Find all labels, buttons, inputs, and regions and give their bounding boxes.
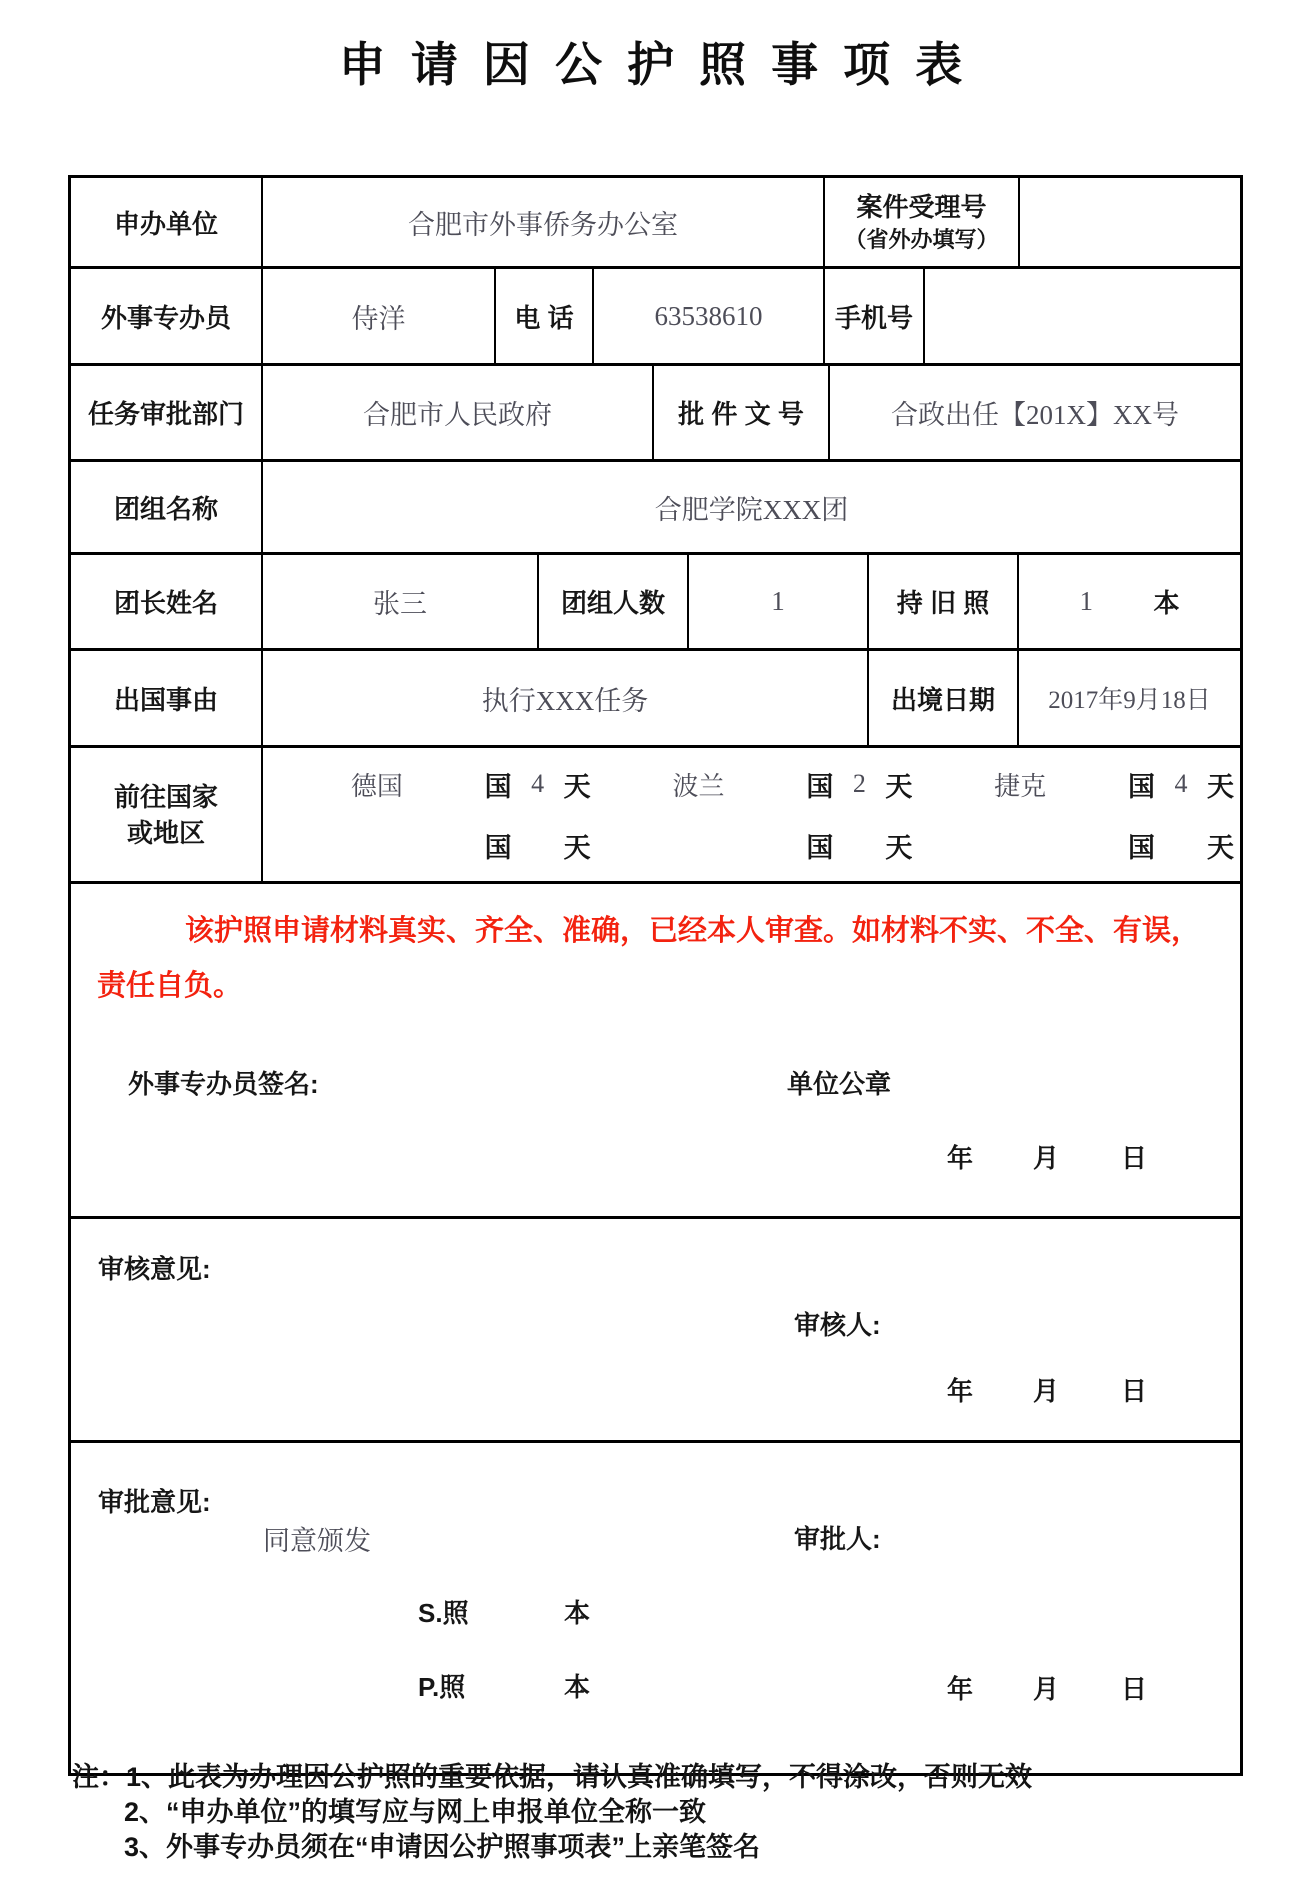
row-foreign-affairs-officer (71, 266, 1240, 363)
approver-label: 审批人: (794, 1524, 881, 1554)
row-approval-opinion (71, 1440, 1240, 1773)
date-month-placeholder: 月 (1033, 1376, 1060, 1406)
days-value: 4 (531, 769, 545, 798)
destination-entries (261, 748, 1240, 881)
case-number-label (823, 178, 1018, 266)
old-passport-label: 持 旧 照 (867, 555, 1017, 648)
approval-department-value: 合肥市人民政府 (261, 366, 652, 459)
case-number-label-line1: 案件受理号 (856, 192, 987, 222)
country-value: 德国 (350, 771, 403, 801)
day-unit-label: 天 (1207, 771, 1235, 802)
date-day-placeholder: 日 (1121, 1376, 1148, 1406)
applying-unit-value: 合肥市外事侨务办公室 (261, 178, 823, 266)
mobile-label: 手机号 (823, 269, 923, 363)
review-opinion-label: 审核意见: (98, 1254, 211, 1284)
destination-line-1 (269, 765, 1234, 804)
row-travel-reason (71, 648, 1240, 745)
approval-section (71, 1443, 1240, 1773)
footnote-item: 1、此表为办理因公护照的重要依据，请认真准确填写，不得涂改，否则无效 (126, 1762, 1033, 1792)
departure-date-value: 2017年9月18日 (1017, 651, 1240, 745)
date-day-placeholder: 日 (1121, 1143, 1148, 1173)
destination-label-line1: 前往国家 (113, 781, 218, 812)
leader-name-value: 张三 (261, 555, 537, 648)
p-passport-label: P.照 (418, 1672, 466, 1702)
date-month-placeholder: 月 (1033, 1143, 1060, 1173)
travel-reason-label: 出国事由 (113, 684, 218, 715)
p-passport-unit: 本 (564, 1672, 591, 1702)
row-group-name (71, 459, 1240, 552)
departure-date-label: 出境日期 (867, 651, 1017, 745)
travel-reason-value: 执行XXX任务 (261, 651, 867, 745)
country-unit-label: 国 (1128, 832, 1156, 863)
approval-doc-value: 合政出任【201X】XX号 (828, 366, 1240, 459)
case-number-label-line2: （省外办填写） (844, 227, 999, 252)
approval-opinion-label: 审批意见: (98, 1487, 211, 1517)
date-year-placeholder: 年 (947, 1376, 974, 1406)
form-title: 申 请 因 公 护 照 事 项 表 (338, 38, 969, 91)
day-unit-label: 天 (885, 832, 913, 863)
date-month-placeholder: 月 (1033, 1674, 1060, 1704)
day-unit-label: 天 (563, 832, 591, 863)
old-passport-unit: 本 (1153, 588, 1180, 618)
country-value: 波兰 (672, 771, 725, 801)
country-unit-label: 国 (806, 832, 834, 863)
officer-signature-label: 外事专办员签名: (128, 1069, 319, 1099)
declaration-warning-text: 该护照申请材料真实、齐全、准确，已经本人审查。如材料不实、不全、有误，责任自负。 (97, 915, 1201, 1002)
footnote-item: 2、“申办单位”的填写应与网上申报单位全称一致 (124, 1797, 707, 1827)
approval-doc-label: 批 件 文 号 (652, 366, 828, 459)
country-value: 捷克 (994, 771, 1047, 801)
footnote-item: 3、外事专办员须在“申请因公护照事项表”上亲笔签名 (124, 1832, 761, 1862)
approval-decision-value: 同意颁发 (263, 1526, 371, 1556)
phone-label: 电 话 (494, 269, 592, 363)
officer-name-value: 侍洋 (261, 269, 494, 363)
applying-unit-label: 申办单位 (113, 208, 218, 239)
application-form-table (68, 175, 1243, 1776)
approval-department-label: 任务审批部门 (87, 399, 244, 429)
unit-seal-label: 单位公章 (787, 1069, 892, 1099)
footnotes (72, 1760, 1262, 1865)
reviewer-label: 审核人: (794, 1310, 881, 1340)
country-unit-label: 国 (484, 771, 512, 802)
destination-entry (591, 765, 913, 804)
date-year-placeholder: 年 (947, 1143, 974, 1173)
group-size-value: 1 (687, 555, 867, 648)
leader-name-label: 团长姓名 (113, 588, 218, 618)
old-passport-value-cell (1017, 555, 1240, 648)
destination-entry (269, 826, 591, 865)
country-unit-label: 国 (1128, 771, 1156, 802)
destination-entry (912, 765, 1234, 804)
row-review-opinion (71, 1216, 1240, 1440)
group-name-value: 合肥学院XXX团 (261, 462, 1240, 552)
row-applying-unit (71, 178, 1240, 266)
mobile-value (923, 269, 1240, 363)
group-size-label: 团组人数 (537, 555, 687, 648)
case-number-value (1018, 178, 1240, 266)
destination-entry (591, 826, 913, 865)
country-unit-label: 国 (806, 771, 834, 802)
phone-value: 63538610 (592, 269, 823, 363)
declaration-section (71, 884, 1240, 1216)
s-passport-unit: 本 (564, 1598, 591, 1628)
footnote-prefix: 注： (72, 1762, 126, 1792)
destination-entry (269, 765, 591, 804)
date-day-placeholder: 日 (1121, 1674, 1148, 1704)
row-declaration (71, 881, 1240, 1216)
destination-label (71, 748, 261, 881)
destination-line-2 (269, 826, 1234, 865)
row-group-leader (71, 552, 1240, 648)
day-unit-label: 天 (563, 771, 591, 802)
old-passport-count: 1 (1079, 586, 1093, 616)
s-passport-label: S.照 (418, 1598, 469, 1628)
day-unit-label: 天 (885, 771, 913, 802)
review-section (71, 1219, 1240, 1440)
days-value: 2 (852, 769, 866, 798)
days-value: 4 (1174, 769, 1188, 798)
footnote-line (72, 1760, 1262, 1794)
destination-entry (912, 826, 1234, 865)
destination-label-line2: 或地区 (126, 817, 205, 848)
group-name-label: 团组名称 (113, 493, 218, 524)
officer-label: 外事专办员 (100, 302, 231, 333)
day-unit-label: 天 (1207, 832, 1235, 863)
date-year-placeholder: 年 (947, 1674, 974, 1704)
row-task-approval-department (71, 363, 1240, 459)
row-destinations (71, 745, 1240, 881)
country-unit-label: 国 (484, 832, 512, 863)
